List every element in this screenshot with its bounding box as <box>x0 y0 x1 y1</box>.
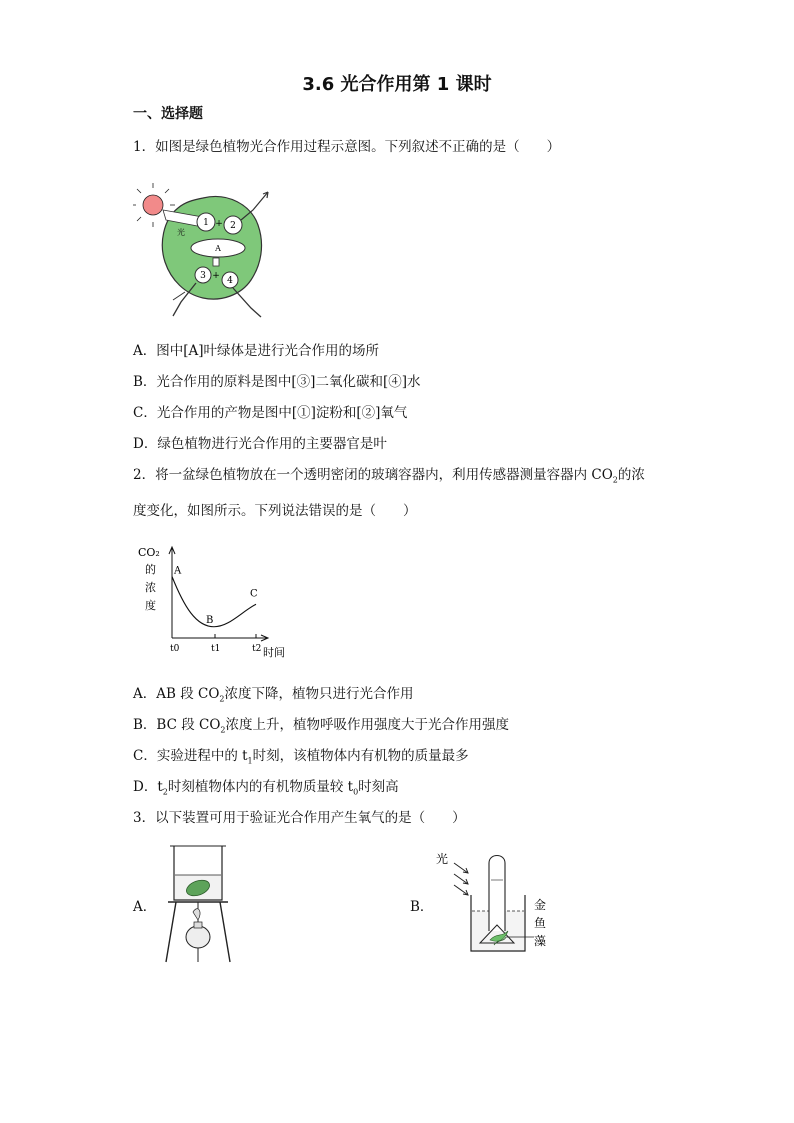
q2-option-c: C．实验进程中的 $t_1$时刻，该植物体内有机物的质量最多 <box>133 748 469 766</box>
fig-b-label-yu: 鱼 <box>534 916 547 930</box>
y-label-de: 的 <box>145 563 156 576</box>
q1-option-c: C．光合作用的产物是图中[①]淀粉和[②]氧气 <box>133 405 408 421</box>
tick-t0: t0 <box>170 644 180 654</box>
q2-stem-line1: 2．将一盆绿色植物放在一个透明密闭的玻璃容器内，利用传感器测量容器内 $CO_2$的浓 <box>133 467 645 485</box>
fig-b-light-label: 光 <box>436 852 449 866</box>
q2-option-b: B．BC 段 $CO_2$浓度上升，植物呼吸作用强度大于光合作用强度 <box>133 717 509 735</box>
point-label-c: C <box>250 588 258 600</box>
tick-t2: t2 <box>252 644 262 654</box>
tick-t1: t1 <box>211 644 221 654</box>
q2-stem-line2: 度变化，如图所示。下列说法错误的是（ ） <box>133 503 417 519</box>
q3-option-b-label: B． <box>410 899 434 915</box>
x-label-time: 时间 <box>263 646 285 659</box>
point-label-a: A <box>174 565 182 577</box>
label-2: 2 <box>230 221 236 231</box>
q1-stem: 1．如图是绿色植物光合作用过程示意图。下列叙述不正确的是（ ） <box>133 139 561 155</box>
light-label: 光 <box>177 228 185 237</box>
co2-series-line <box>172 577 256 627</box>
svg-text:+: + <box>212 271 220 281</box>
label-A: A <box>215 244 221 253</box>
label-1: 1 <box>203 218 209 228</box>
q3-stem: 3．以下装置可用于验证光合作用产生氧气的是（ ） <box>133 810 466 826</box>
fig-b-label-jin: 金 <box>534 898 547 912</box>
q3-figure-a-beaker <box>160 842 235 967</box>
label-3: 3 <box>200 271 206 281</box>
q1-photosynthesis-figure <box>133 180 283 325</box>
page-title: 3.6 光合作用第 1 课时 <box>302 74 492 95</box>
point-label-b: B <box>206 614 214 626</box>
q1-option-b: B．光合作用的原料是图中[③]二氧化碳和[④]水 <box>133 374 421 390</box>
q2-option-d: D．$t_2$时刻植物体内的有机物质量较 $t_0$时刻高 <box>133 779 399 797</box>
svg-text:+: + <box>215 219 223 229</box>
section-heading: 一、选择题 <box>133 106 203 122</box>
q1-option-a: A．图中[A]叶绿体是进行光合作用的场所 <box>133 343 380 359</box>
q2-option-a: A．AB 段 $CO_2$浓度下降，植物只进行光合作用 <box>133 686 414 704</box>
q1-option-d: D．绿色植物进行光合作用的主要器官是叶 <box>133 436 387 452</box>
fig-b-label-zao: 藻 <box>534 934 547 948</box>
label-4: 4 <box>227 276 233 286</box>
q3-option-a-label: A． <box>133 899 157 915</box>
q2-co2-chart <box>135 540 305 665</box>
y-label-nong: 浓 <box>145 581 156 594</box>
y-label-du: 度 <box>145 599 156 612</box>
q3-figure-b-waterweed <box>430 845 555 960</box>
y-label-co2: CO₂ <box>138 546 160 559</box>
